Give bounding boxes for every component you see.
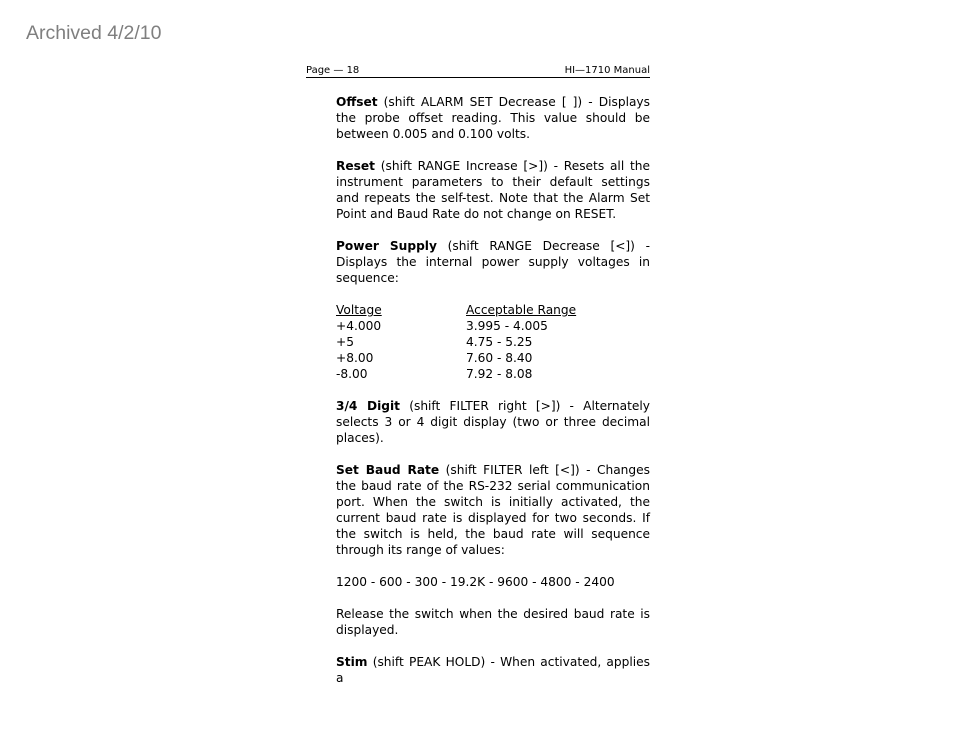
voltage-cell: +8.00 <box>336 351 374 365</box>
baud-rate-paragraph <box>336 462 650 558</box>
range-cell: 7.92 - 8.08 <box>466 367 533 381</box>
stim-paragraph <box>336 654 650 686</box>
baud-rate-term: Set Baud Rate <box>336 463 440 477</box>
baud-rate-text: (shift FILTER left [<]) - Changes the baud rate of the RS-232 serial communication port. When the switch is initially activated, the current baud rate is displayed for two seconds. If the switch is held, the baud rate will sequence through its range of values: <box>336 463 650 557</box>
stim-term: Stim <box>336 655 368 669</box>
voltage-column-header: Voltage <box>336 303 382 317</box>
baud-rate-sequence: 1200 - 600 - 300 - 19.2K - 9600 - 4800 - 2400 <box>336 575 615 589</box>
range-column-header: Acceptable Range <box>466 303 577 317</box>
voltage-table-header <box>336 302 650 318</box>
offset-text: (shift ALARM SET Decrease [ ]) - Displays the probe offset reading. This value should be between 0.005 and 0.100 volts. <box>336 95 650 141</box>
range-cell: 7.60 - 8.40 <box>466 351 533 365</box>
power-supply-term: Power Supply <box>336 239 437 253</box>
range-cell: 3.995 - 4.005 <box>466 319 548 333</box>
manual-body <box>336 94 650 702</box>
voltage-cell: +4.000 <box>336 319 382 333</box>
voltage-cell: +5 <box>336 335 354 349</box>
reset-term: Reset <box>336 159 375 173</box>
digit-term: 3/4 Digit <box>336 399 401 413</box>
digit-paragraph <box>336 398 650 446</box>
manual-title: HI—1710 Manual <box>564 65 650 76</box>
table-row <box>336 350 650 366</box>
table-row <box>336 318 650 334</box>
page-header <box>306 65 650 78</box>
stim-text: (shift PEAK HOLD) - When activated, applies a <box>336 655 650 685</box>
voltage-table <box>336 302 650 382</box>
power-supply-text: (shift RANGE Decrease [<]) - Displays the internal power supply voltages in sequence: <box>336 239 650 285</box>
power-supply-paragraph <box>336 238 650 286</box>
voltage-cell: -8.00 <box>336 367 368 381</box>
offset-paragraph <box>336 94 650 142</box>
digit-text: (shift FILTER right [>]) - Alternately selects 3 or 4 digit display (two or three decimal places). <box>336 399 650 445</box>
offset-term: Offset <box>336 95 378 109</box>
archived-stamp: Archived 4/2/10 <box>26 22 162 44</box>
table-row <box>336 366 650 382</box>
release-paragraph: Release the switch when the desired baud rate is displayed. <box>336 607 650 637</box>
table-row <box>336 334 650 350</box>
range-cell: 4.75 - 5.25 <box>466 335 533 349</box>
page-number: Page — 18 <box>306 65 360 76</box>
reset-text: (shift RANGE Increase [>]) - Resets all the instrument parameters to their default settings and repeats the self-test. Note that the Alarm Set Point and Baud Rate do not change on RESET. <box>336 159 650 221</box>
reset-paragraph <box>336 158 650 222</box>
